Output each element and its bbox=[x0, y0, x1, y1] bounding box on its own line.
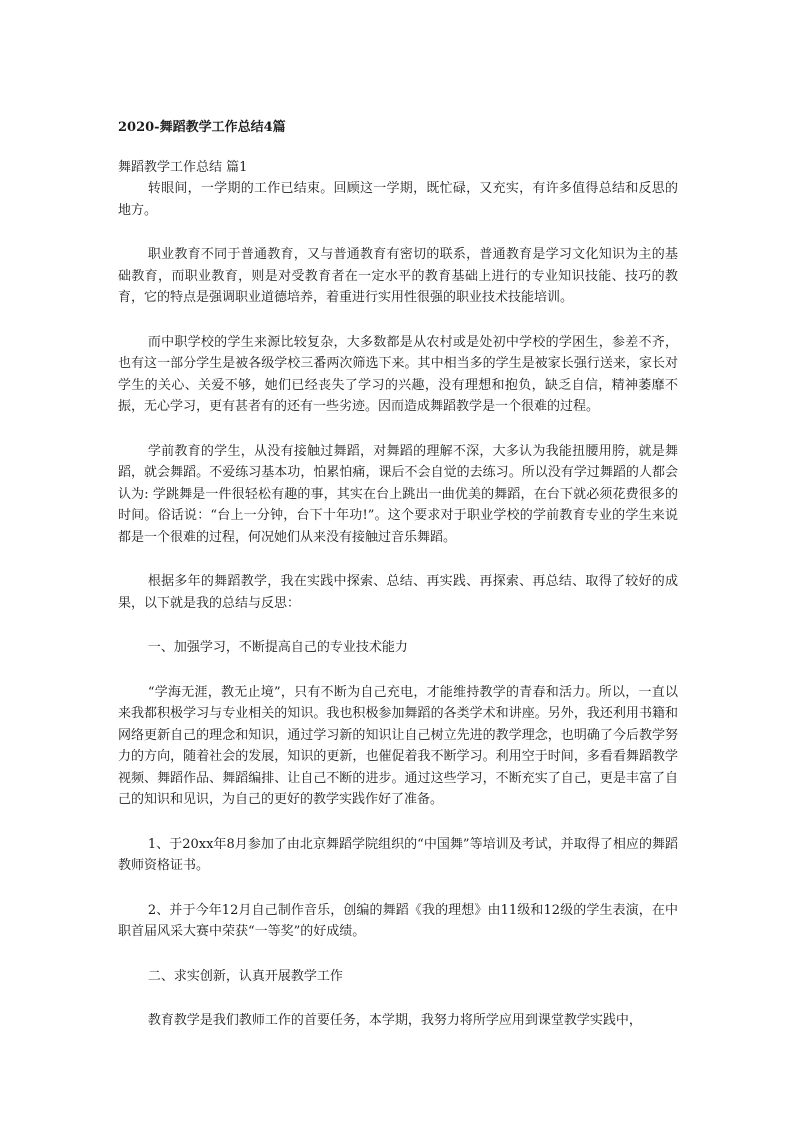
document-page bbox=[118, 118, 678, 1055]
paragraph-student-sources: 而中职学校的学生来源比较复杂，大多数都是从农村或是处初中学校的学困生，参差不齐，也有这一部分学生是被各级学校三番两次筛选下来。其中相当多的学生是被家长强行送来，家长对学生的关心、关爱不够，她们已经丧失了学习的兴趣，没有理想和抱负，缺乏自信，精神萎靡不振，无心学习，更有甚者有的还有一些劣迹。因而造成舞蹈教学是一个很难的过程。 bbox=[118, 334, 678, 414]
document-title: 2020-舞蹈教学工作总结4篇 bbox=[118, 120, 286, 135]
section-heading: 舞蹈教学工作总结 篇1 bbox=[118, 160, 248, 175]
paragraph-item-2: 2、并于今年12月自己制作音乐，创编的舞蹈《我的理想》由11级和12级的学生表演，在中职首届风采大赛中荣获“一等奖”的好成绩。 bbox=[118, 902, 678, 939]
heading-strengthen-learning: 一、加强学习，不断提高自己的专业技术能力 bbox=[147, 640, 408, 655]
paragraph-intro: 转眼间，一学期的工作已结束。回顾这一学期，既忙碌，又充实，有许多值得总结和反思的地方。 bbox=[118, 181, 678, 218]
paragraph-item-1: 1、于20xx年8月参加了由北京舞蹈学院组织的“中国舞”等培训及考试，并取得了相应的舞蹈教师资格证书。 bbox=[118, 836, 678, 873]
paragraph-vocational-education: 职业教育不同于普通教育，又与普通教育有密切的联系，普通教育是学习文化知识为主的基础教育，而职业教育，则是对受教育者在一定水平的教育基础上进行的专业知识技能、技巧的教育，它的特点是强调职业道德培养，着重进行实用性很强的职业技术技能培训。 bbox=[118, 247, 678, 305]
paragraph-learning: “学海无涯，教无止境”，只有不断为自己充电，才能维持教学的青春和活力。所以，一直以来我都积极学习与专业相关的知识。我也积极参加舞蹈的各类学术和讲座。另外，我还利用书籍和网络更新自己的理念和知识，通过学习新的知识让自己树立先进的教学理念，也明确了今后教学努力的方向，随着社会的发展，知识的更新，也催促着我不断学习。利用空于时间，多看看舞蹈教学视频、舞蹈作品、舞蹈编排、让自己不断的进步。通过这些学习，不断充实了自己，更是丰富了自己的知识和见识，为自己的更好的教学实践作好了准备。 bbox=[118, 684, 678, 807]
heading-innovation: 二、求实创新，认真开展教学工作 bbox=[147, 968, 343, 984]
paragraph-preschool-students: 学前教育的学生，从没有接触过舞蹈，对舞蹈的理解不深，大多认为我能扭腰用胯，就是舞蹈，就会舞蹈。不爱练习基本功，怕累怕痛，课后不会自觉的去练习。所以没有学过舞蹈的人都会认为: 学跳舞是一件很轻松有趣的事，其实在台上跳出一曲优美的舞蹈，在台下就必须花费很多的时间。俗话说：“台上一分钟，台下十年功!”。这个要求对于职业学校的学前教育专业的学生来说都是一个很难的过程，何况她们从来没有接触过音乐舞蹈。 bbox=[118, 443, 678, 545]
paragraph-summary-intro: 根据多年的舞蹈教学，我在实践中探索、总结、再实践、再探索、再总结、取得了较好的成果，以下就是我的总结与反思： bbox=[118, 574, 678, 611]
paragraph-teaching: 教育教学是我们教师工作的首要任务，本学期，我努力将所学应用到课堂教学实践中， bbox=[147, 1013, 642, 1028]
